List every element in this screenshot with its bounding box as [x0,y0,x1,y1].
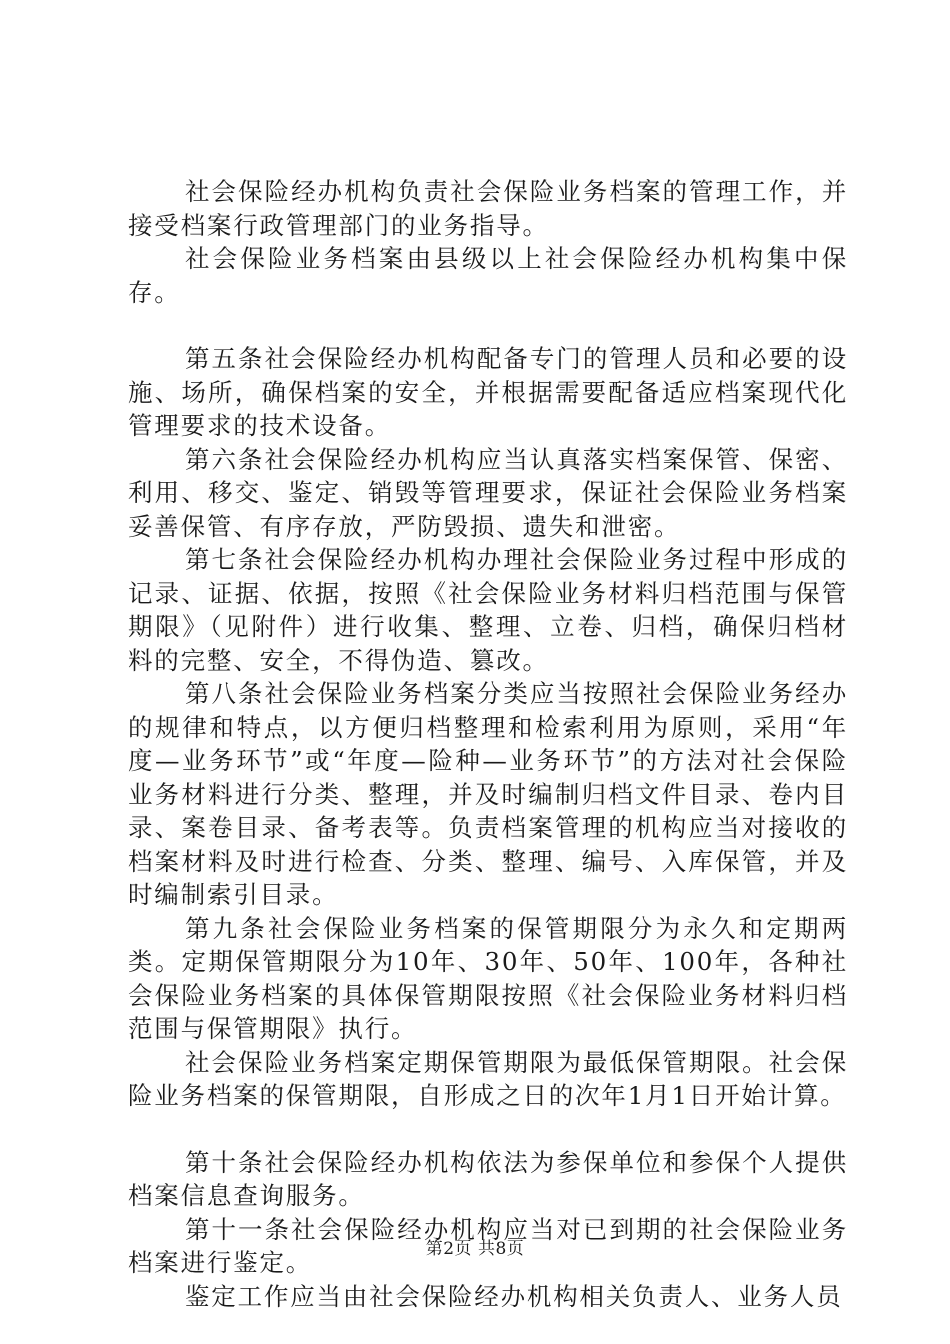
paragraph-retention-period-calculation: 社会保险业务档案定期保管期限为最低保管期限。社会保险业务档案的保管期限，自形成之日的次年1月1日开始计算。 [128,1047,848,1110]
paragraph-article-8: 第八条社会保险业务档案分类应当按照社会保险业务经办的规律和特点，以方便归档整理和检索利用为原则，采用“年度—业务环节”或“年度—险种—业务环节”的方法对社会保险业务材料进行分类、整理，并及时编制归档文件目录、卷内目录、案卷目录、备考表等。负责档案管理的机构应当对接收的档案材料及时进行检查、分类、整理、编号、入库保管，并及时编制索引目录。 [128,679,848,909]
page-number: 第2页 共8页 [425,1239,525,1259]
paragraph-article-6: 第六条社会保险经办机构应当认真落实档案保管、保密、利用、移交、鉴定、销毁等管理要求，保证社会保险业务档案妥善保管、有序存放，严防毁损、遗失和泄密。 [128,444,848,541]
paragraph-article-10: 第十条社会保险经办机构依法为参保单位和参保个人提供档案信息查询服务。 [128,1147,848,1210]
paragraph-archive-management-duty: 社会保险经办机构负责社会保险业务档案的管理工作，并接受档案行政管理部门的业务指导。 [128,177,848,240]
paragraph-article-5: 第五条社会保险经办机构配备专门的管理人员和必要的设施、场所，确保档案的安全，并根据需要配备适应档案现代化管理要求的技术设备。 [128,344,848,440]
paragraph-article-7: 第七条社会保险经办机构办理社会保险业务过程中形成的记录、证据、依据，按照《社会保险业务材料归档范围与保管期限》（见附件）进行收集、整理、立卷、归档，确保归档材料的完整、安全，不得伪造、篡改。 [128,545,848,675]
document-body [128,175,848,1313]
page-footer [0,1234,950,1259]
paragraph-article-9: 第九条社会保险业务档案的保管期限分为永久和定期两类。定期保管期限分为10年、30年、50年、100年，各种社会保险业务档案的具体保管期限按照《社会保险业务材料归档范围与保管期限》执行。 [128,913,848,1043]
paragraph-article-11: 第十一条社会保险经办机构应当对已到期的社会保险业务档案进行鉴定。 [128,1214,848,1277]
paragraph-appraisal-work: 鉴定工作应当由社会保险经办机构相关负责人、业务人员 [185,1281,843,1311]
paragraph-centralized-storage: 社会保险业务档案由县级以上社会保险经办机构集中保存。 [128,244,848,307]
